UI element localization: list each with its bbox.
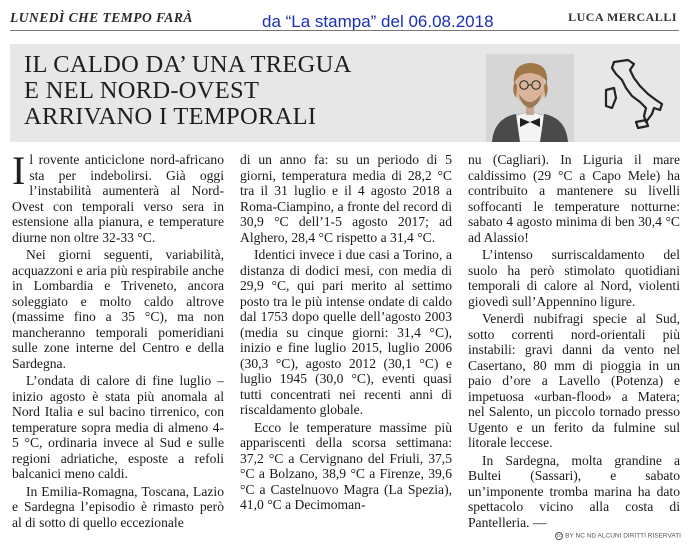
article-column-3 (468, 152, 680, 532)
headline-line-2: E NEL NORD-OVEST (24, 77, 260, 104)
paragraph: di un anno fa: su un periodo di 5 giorni, temperatura media di 28,2 °C tra il 31 luglio e il 4 agosto 2018 a Roma-Ciampino, a fronte del record di 30,9 °C dell’1-5 agosto 2017; ad Alghero, 28,4 °C rispetto a 31,4 °C. (240, 152, 452, 245)
paragraph: Identici invece i due casi a Torino, a distanza di dodici mesi, con media di 29,9 °C, qui pari merito al settimo posto tra le più intense ondate di caldo dal 1753 dopo quelle dell’agosto 2003 (media su cinque giorni: 31,4 °C), inizio e fine luglio 2015, luglio 2006 (30,3 °C), agosto 2012 (30,1 °C) e luglio 1945 (30,0 °C), eventi quasi tutti concentrati nei recenti anni di riscaldamento globale. (240, 247, 452, 417)
italy-map-icon (600, 56, 668, 134)
paragraph: Nei giorni seguenti, variabilità, acquazzoni e aria più respirabile anche in Lombardia e Triveneto, ancora soleggiato e molto caldo altrove (massime fino a 35 °C), ma non mancheranno temporali pomeridiani sulle zone interne del Centro e della Sardegna. (12, 247, 224, 371)
headline-box (10, 44, 680, 142)
creative-commons-icon: cc (556, 533, 562, 539)
paragraph: Ecco le temperature massime più appariscenti della scorsa settimana: 37,2 °C a Cervignano del Friuli, 37,5 °C a Bolzano, 38,9 °C a Firenze, 39,6 °C a Castelnuovo Magra (La Spezia), 41,0 °C a Decimoman- (240, 419, 452, 512)
source-note: da “La stampa” del 06.08.2018 (262, 12, 494, 31)
license-note (555, 532, 681, 540)
author-name: LUCA MERCALLI (568, 10, 677, 24)
license-text: BY NC ND ALCUNI DIRITTI RISERVATI (565, 532, 681, 540)
author-portrait (486, 54, 574, 142)
headline-line-1: IL CALDO DA’ UNA TREGUA (24, 51, 352, 78)
headline (24, 52, 352, 130)
drop-cap: I (12, 148, 26, 193)
paragraph: Venerdì nubifragi specie al Sud, sotto correnti nord-orientali più instabili: gravi danni da vento nel Casertano, 80 mm di pioggia in un paio d’ore a Lavello (Potenza) e impetuosa «urban-flood» a Matera; nel Salento, un piccolo tornado presso Ugento e un ferito da fulmine sul litorale leccese. (468, 311, 680, 450)
article-header (0, 0, 689, 44)
article-column-1 (12, 148, 224, 532)
paragraph (12, 148, 224, 245)
article-column-2 (240, 152, 452, 515)
section-title: LUNEDÌ CHE TEMPO FARÀ (10, 10, 193, 25)
headline-line-3: ARRIVANO I TEMPORALI (24, 103, 317, 130)
paragraph-text: l rovente anticiclone nord-africano sta per indebolirsi. Già oggi l’instabilità aumenterà al Nord-Ovest con temporali verso sera in estensione alla pianura, e temperature diurne non oltre 32-33 °C. (12, 152, 224, 245)
paragraph: L’ondata di calore di fine luglio – inizio agosto è stata più anomala al Nord Italia e sul bacino tirrenico, con temperature sopra media di almeno 4-5 °C, ordinaria invece al Sud e sulle regioni adriatiche, esposte a refoli balcanici meno caldi. (12, 373, 224, 481)
paragraph: In Emilia-Romagna, Toscana, Lazio e Sardegna l’episodio è rimasto però al di sotto di quello eccezionale (12, 483, 224, 530)
paragraph: In Sardegna, molta grandine a Bultei (Sassari), e sabato un’imponente tromba marina ha dato spettacolo vicino alla costa di Pantelleria. — (468, 452, 680, 530)
paragraph: nu (Cagliari). In Liguria il mare caldissimo (29 °C a Capo Mele) ha contribuito a mantenere su livelli soffocanti le temperature notturne: sabato 4 agosto minima di ben 30,4 °C ad Alassio! (468, 152, 680, 245)
article-body (12, 148, 682, 537)
paragraph: L’intenso surriscaldamento del suolo ha però stimolato quotidiani temporali di calore al Nord, violenti giovedì sull’Appennino ligure. (468, 247, 680, 309)
header-rule (10, 30, 679, 31)
